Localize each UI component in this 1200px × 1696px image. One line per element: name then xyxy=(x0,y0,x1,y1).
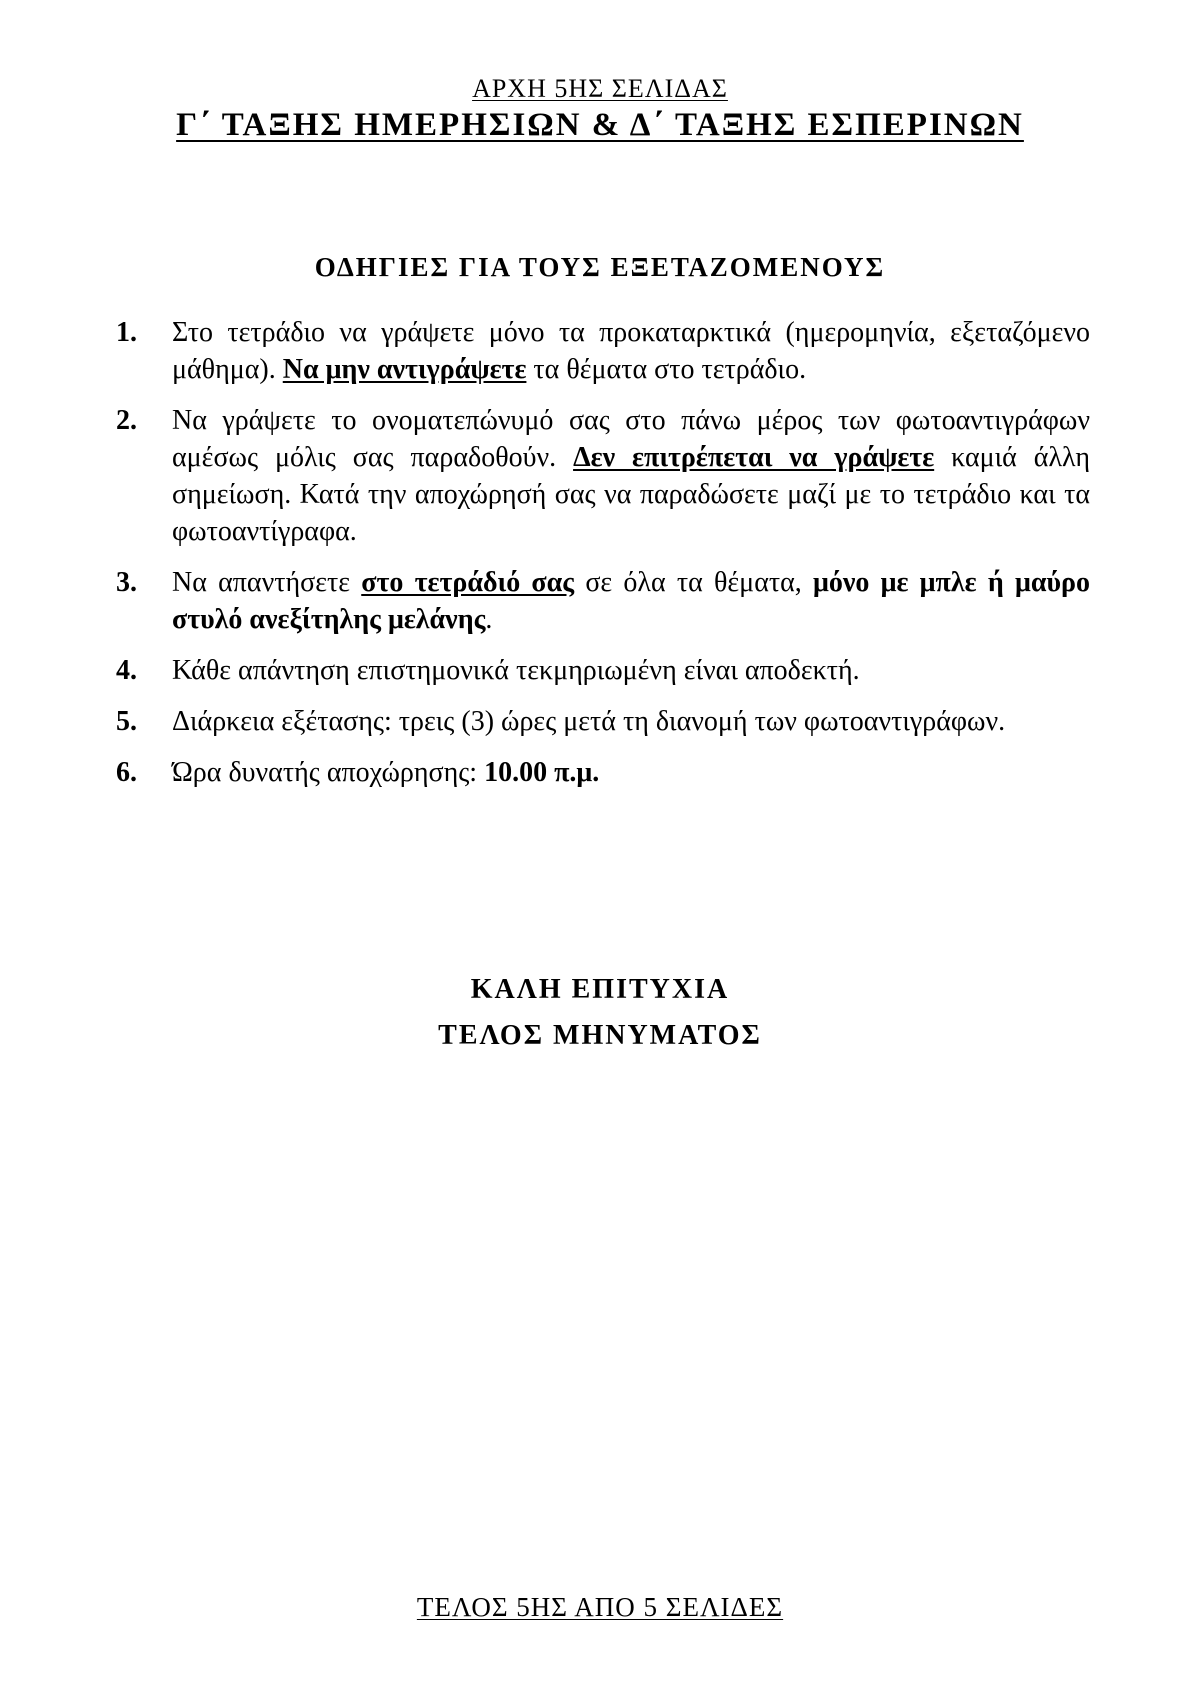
instruction-bold: μόνο με μπλε ή μαύρο στυλό ανεξίτηλης μελάνης xyxy=(172,567,1090,635)
instruction-emphasis: Δεν επιτρέπεται να γράψετε xyxy=(573,442,935,473)
instruction-text: καμιά άλλη σημείωση. Κατά την αποχώρησή σας να παραδώσετε μαζί με το τετράδιο και τα φωτοαντίγραφα. xyxy=(172,442,1090,547)
instruction-number: 4. xyxy=(116,655,137,686)
instruction-item-6 xyxy=(112,754,1090,791)
instruction-text: Να γράψετε το ονοματεπώνυμό σας στο πάνω μέρος των φωτοαντιγράφων αμέσως μόλις σας παραδοθούν. xyxy=(172,405,1090,473)
instruction-item-4 xyxy=(112,652,1090,689)
instruction-text: Διάρκεια εξέτασης: τρεις (3) ώρες μετά τη διανομή των φωτοαντιγράφων. xyxy=(172,706,1006,737)
page-end-text: ΤΕΛΟΣ 5ΗΣ ΑΠΟ 5 ΣΕΛΙΔΕΣ xyxy=(416,1592,784,1622)
instructions-list xyxy=(112,314,1090,805)
page-title-text: Γ΄ ΤΑΞΗΣ ΗΜΕΡΗΣΙΩΝ & Δ΄ ΤΑΞΗΣ ΕΣΠΕΡΙΝΩΝ xyxy=(176,107,1024,143)
instructions-heading: ΟΔΗΓΙΕΣ ΓΙΑ ΤΟΥΣ ΕΞΕΤΑΖΟΜΕΝΟΥΣ xyxy=(314,252,886,282)
instruction-text: . xyxy=(485,604,493,635)
instruction-emphasis: Να μην αντιγράψετε xyxy=(282,354,527,385)
page-end-footer xyxy=(0,1592,1200,1623)
instruction-item-1 xyxy=(112,314,1090,388)
page-start-header xyxy=(0,74,1200,104)
instruction-item-3 xyxy=(112,564,1090,638)
instruction-bold: 10.00 π.μ. xyxy=(484,757,600,788)
end-message-text: ΤΕΛΟΣ ΜΗΝΥΜΑΤΟΣ xyxy=(438,1020,762,1051)
page-title xyxy=(0,107,1200,144)
instruction-text: τα θέματα στο τετράδιο. xyxy=(526,354,807,385)
instruction-text: σε όλα τα θέματα, xyxy=(574,567,814,598)
instruction-item-5 xyxy=(112,703,1090,740)
instruction-number: 2. xyxy=(116,405,137,436)
instruction-item-2 xyxy=(112,402,1090,550)
instruction-emphasis: στο τετράδιό σας xyxy=(361,567,575,598)
instruction-number: 5. xyxy=(116,706,137,737)
instruction-text: Στο τετράδιο να γράψετε μόνο τα προκαταρκτικά (ημερομηνία, εξεταζόμενο μάθημα). xyxy=(172,317,1090,385)
instruction-text: Κάθε απάντηση επιστημονικά τεκμηριωμένη είναι αποδεκτή. xyxy=(172,655,860,686)
instruction-text: Να απαντήσετε xyxy=(172,567,362,598)
instruction-number: 1. xyxy=(116,317,137,348)
page-start-text: ΑΡΧΗ 5ΗΣ ΣΕΛΙΔΑΣ xyxy=(472,74,728,103)
instruction-number: 6. xyxy=(116,757,137,788)
good-luck-text: ΚΑΛΗ ΕΠΙΤΥΧΙΑ xyxy=(470,974,730,1005)
instruction-text: Ώρα δυνατής αποχώρησης: xyxy=(172,757,485,788)
instruction-number: 3. xyxy=(116,567,137,598)
